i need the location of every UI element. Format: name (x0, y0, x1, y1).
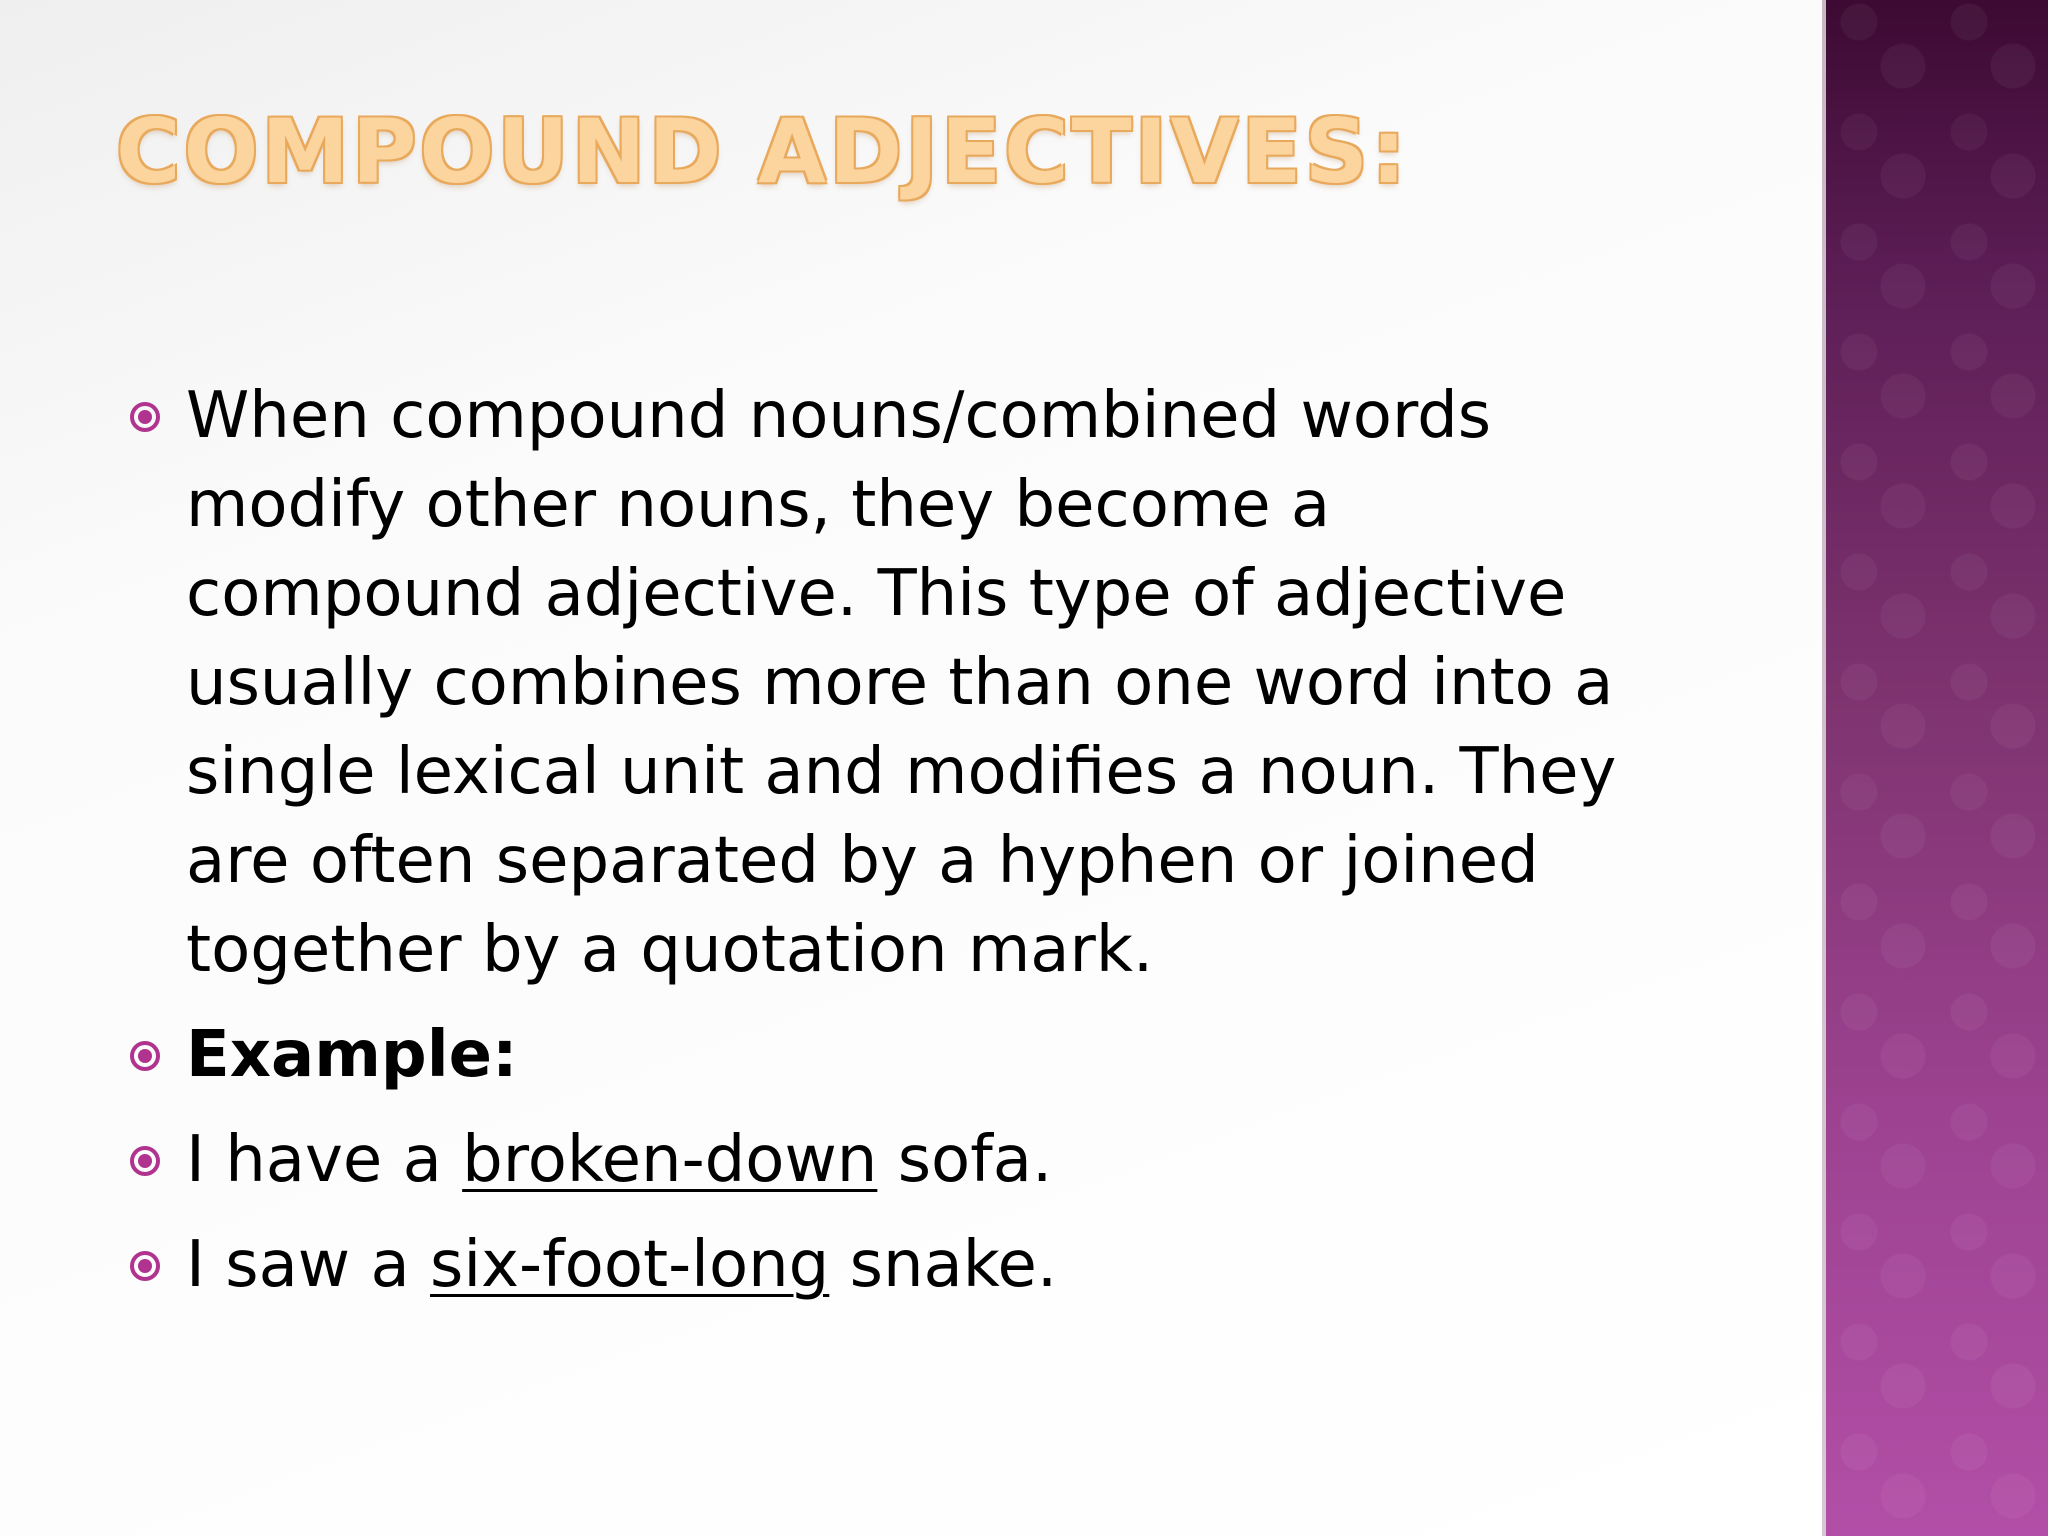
bullet-list (126, 372, 1686, 1310)
example-1-after: sofa. (877, 1123, 1053, 1197)
circle-bullet-icon (128, 400, 162, 434)
example-2-before: I saw a (186, 1228, 431, 1302)
circle-bullet-icon (128, 1039, 162, 1073)
circle-bullet-icon (128, 1249, 162, 1283)
slide-title: COMPOUND ADJECTIVES: (116, 100, 1410, 203)
bullet-definition (126, 372, 1686, 995)
circle-bullet-icon (128, 1144, 162, 1178)
definition-text: When compound nouns/combined words modify other nouns, they become a compound adjective. This type of adjective usually combines more than one word into a single lexical unit and modifies a noun. They are often separated by a hyphen or joined together by a quotation mark. (186, 379, 1617, 987)
bullet-example-2 (126, 1221, 1686, 1310)
bullet-example-1 (126, 1116, 1686, 1205)
example-heading: Example: (186, 1018, 518, 1092)
example-2-after: snake. (829, 1228, 1058, 1302)
example-1-compound-adjective: broken-down (462, 1123, 878, 1197)
example-1-before: I have a (186, 1123, 463, 1197)
bullet-example-heading (126, 1011, 1686, 1100)
side-band-pattern (1826, 0, 2048, 1536)
example-2-compound-adjective: six-foot-long (430, 1228, 830, 1302)
